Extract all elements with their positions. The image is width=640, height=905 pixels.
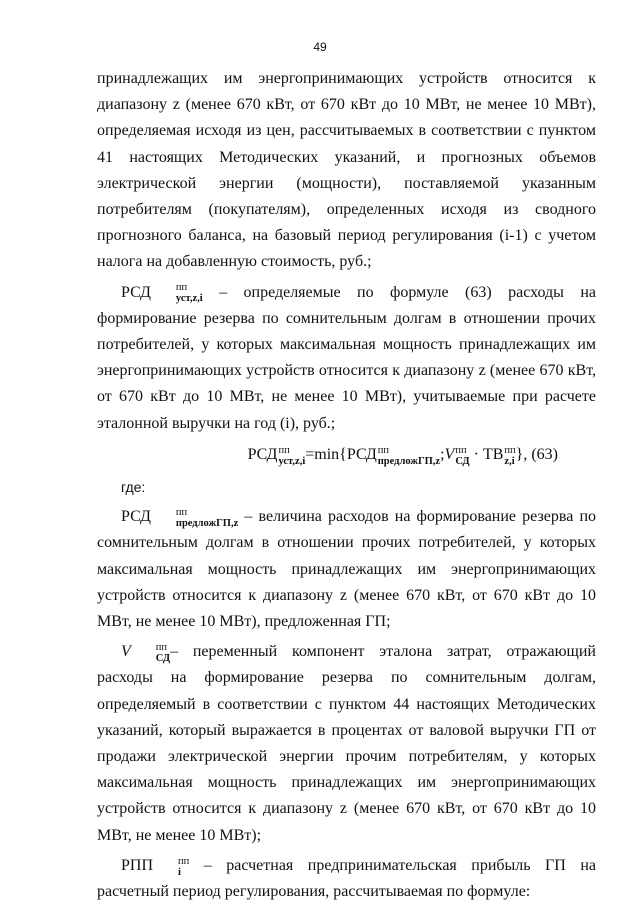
formula-63: РСД пп уст,z,i =min{РСД пп предложГП,z ;V пп СД · ТВ пп z,i }, (63): [247, 444, 558, 467]
paragraph-rpp-definition: РПП пп i – расчетная предпринимательская прибыль ГП на расчетный период регулирования, рассчитываемая по формуле:: [97, 855, 596, 901]
page-number: 49: [313, 40, 327, 54]
where-label: где:: [121, 479, 146, 496]
paragraph-rsd-predlozh-definition: РСД пп предложГП,z – величина расходов на формирование резерва по сомнительным долгам в отношении прочих потребителей, у которых максимальная мощность принадлежащих им энергопринимающих устройств относится к диапазону z (менее 670 кВт, от 670 кВт до 10 МВт, не менее 10 МВт), предложенная ГП;: [97, 506, 596, 631]
symbol-rsd-predlozh: РСД пп предложГП,z: [121, 506, 239, 529]
symbol-rsd-ust: РСД пп уст,z,i: [121, 282, 203, 305]
paragraph-rsd-definition: РСД пп уст,z,i – определяемые по формуле (63) расходы на формирование резерва по сомнительным долгам в отношении прочих потребителей, у которых максимальная мощность принадлежащих им энергопринимающих устройств относится к диапазону z (менее 670 кВт, от 670 кВт до 10 МВт, не менее 10 МВт), учитываемые при расчете эталонной выручки на год (i), руб.;: [97, 282, 596, 432]
paragraph-continuation: принадлежащих им энергопринимающих устройств относится к диапазону z (менее 670 кВт, от 670 кВт до 10 МВт, не менее 10 МВт), определяемая исходя из цен, рассчитываемых в соответствии с пунктом 41 настоящих Методических указаний, и прогнозных объемов электрической энергии (мощности), поставляемой указанным потребителям (покупателям), определенных исходя из сводного прогнозного баланса, на базовый период регулирования (i-1) с учетом налога на добавленную стоимость, руб.;: [97, 70, 596, 271]
paragraph-vsd-definition: V пп СД – переменный компонент эталона затрат, отражающий расходы на формирование резерва по сомнительным долгам, определяемый в соответствии с пунктом 44 настоящих Методических указаний, который выражается в процентах от валовой выручки ГП от продажи электрической энергии прочим потребителям, у которых максимальная мощность принадлежащих им энергопринимающих устройств относится к диапазону z (менее 670 кВт, от 670 кВт до 10 МВт, не менее 10 МВт);: [97, 641, 596, 844]
symbol-rpp: РПП пп i: [121, 855, 190, 878]
symbol-v-sd: V пп СД: [121, 641, 171, 664]
document-body: [97, 66, 596, 905]
